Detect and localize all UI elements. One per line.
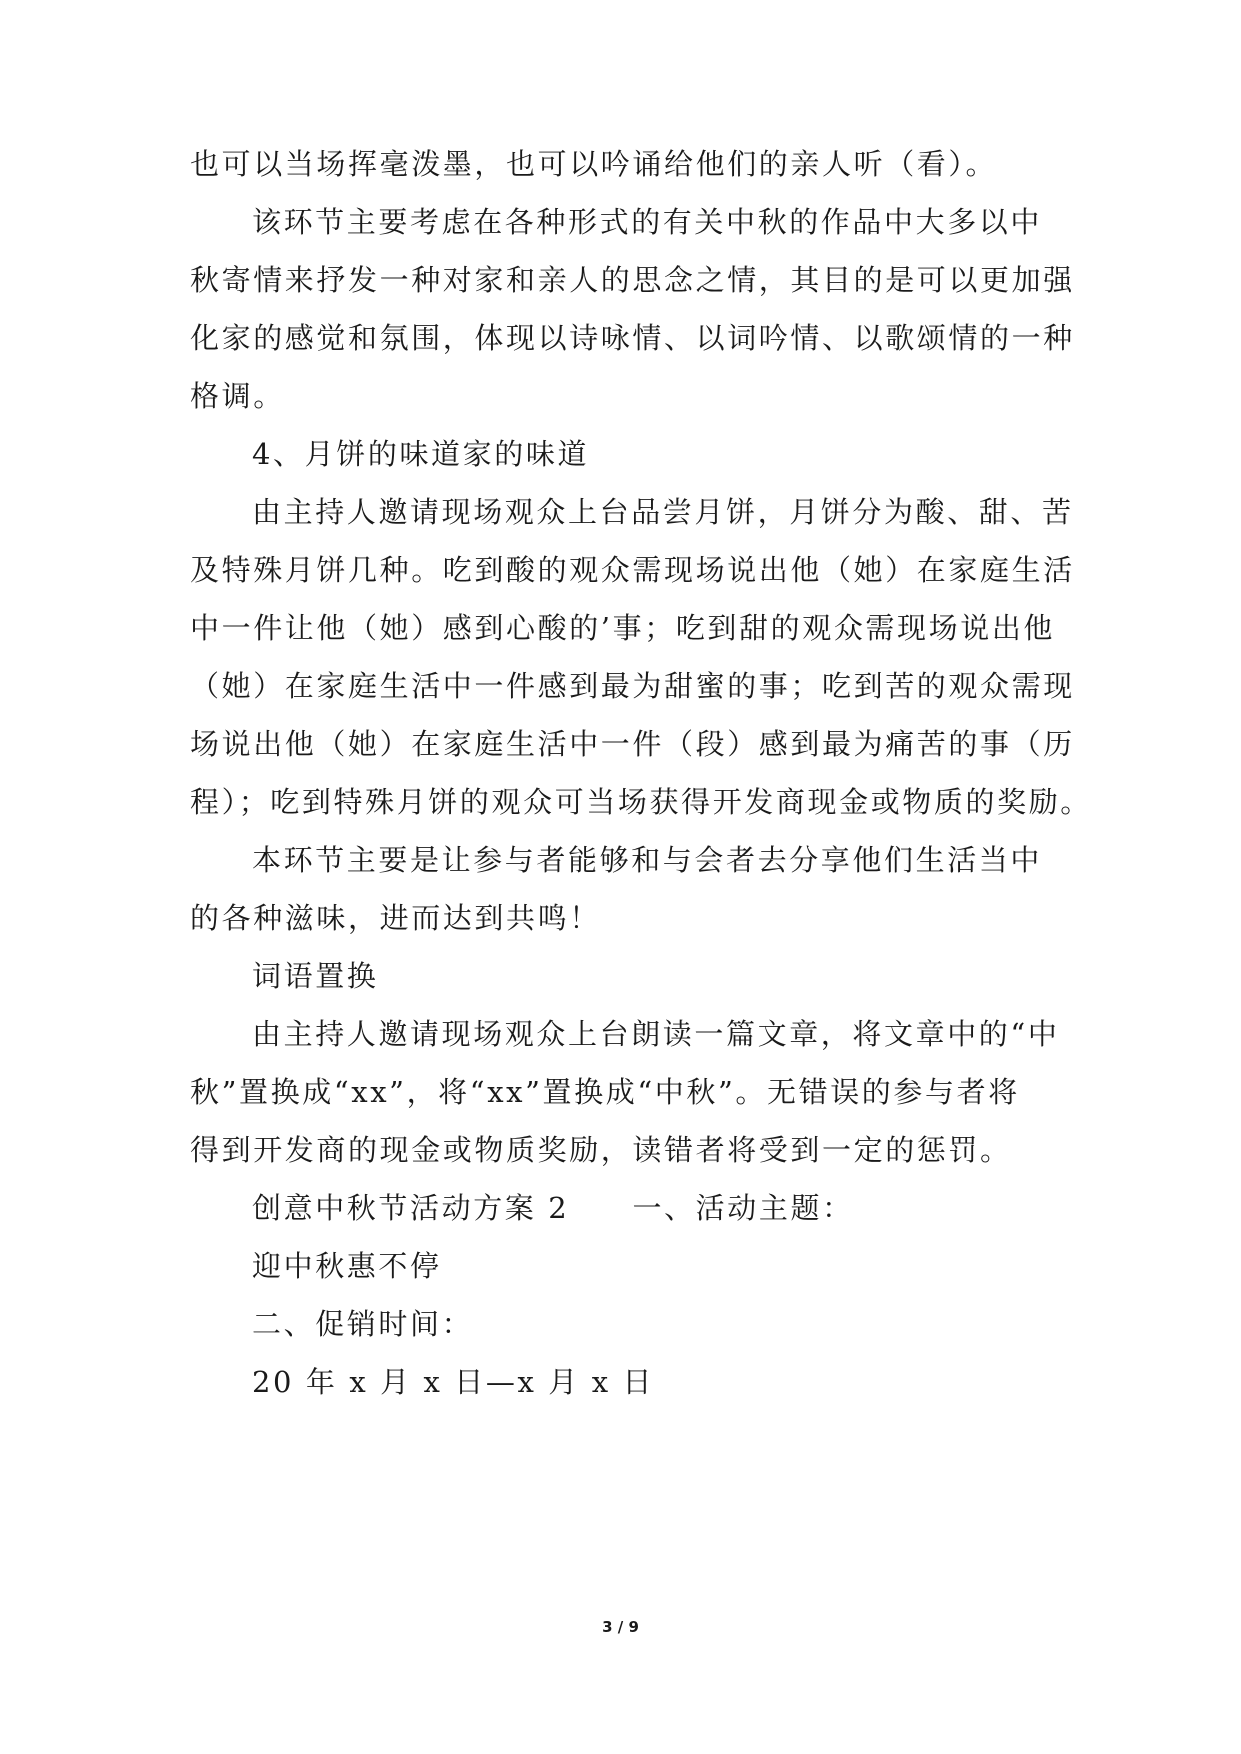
section-heading: 4、月饼的味道家的味道 xyxy=(252,437,590,471)
paragraph-start: 由主持人邀请现场观众上台品尝月饼，月饼分为酸、甜、苦 xyxy=(252,495,1074,529)
text-line: 及特殊月饼几种。吃到酸的观众需现场说出他（她）在家庭生活 xyxy=(190,553,1075,587)
text-line: 秋”置换成“xx”，将“xx”置换成“中秋”。无错误的参与者将 xyxy=(190,1075,1020,1109)
text-line: 得到开发商的现金或物质奖励，读错者将受到一定的惩罚。 xyxy=(190,1133,1012,1167)
text-line: 场说出他（她）在家庭生活中一件（段）感到最为痛苦的事（历 xyxy=(190,727,1075,761)
text-line: 格调。 xyxy=(190,379,285,413)
text-line: 中一件让他（她）感到心酸的’事；吃到甜的观众需现场说出他 xyxy=(190,611,1056,645)
section-heading: 二、促销时间： xyxy=(252,1307,474,1341)
text-line: 程）；吃到特殊月饼的观众可当场获得开发商现金或物质的奖励。 xyxy=(190,785,1092,819)
section-heading: 词语置换 xyxy=(252,959,379,993)
paragraph-start: 由主持人邀请现场观众上台朗读一篇文章，将文章中的“中 xyxy=(252,1017,1060,1051)
page-number: 3 / 9 xyxy=(602,1618,639,1636)
section-heading: 创意中秋节活动方案 2 一、活动主题： xyxy=(252,1191,854,1225)
paragraph-start: 20 年 x 月 x 日—x 月 x 日 xyxy=(252,1365,655,1399)
text-line: 秋寄情来抒发一种对家和亲人的思念之情，其目的是可以更加强 xyxy=(190,263,1075,297)
text-line: 也可以当场挥毫泼墨，也可以吟诵给他们的亲人听（看）。 xyxy=(190,147,998,181)
text-line: 的各种滋味，进而达到共鸣！ xyxy=(190,901,601,935)
text-line: （她）在家庭生活中一件感到最为甜蜜的事；吃到苦的观众需现 xyxy=(190,669,1075,703)
paragraph-start: 本环节主要是让参与者能够和与会者去分享他们生活当中 xyxy=(252,843,1043,877)
paragraph-start: 该环节主要考虑在各种形式的有关中秋的作品中大多以中 xyxy=(252,205,1043,239)
paragraph-start: 迎中秋惠不停 xyxy=(252,1249,442,1283)
text-line: 化家的感觉和氛围，体现以诗咏情、以词吟情、以歌颂情的一种 xyxy=(190,321,1075,355)
